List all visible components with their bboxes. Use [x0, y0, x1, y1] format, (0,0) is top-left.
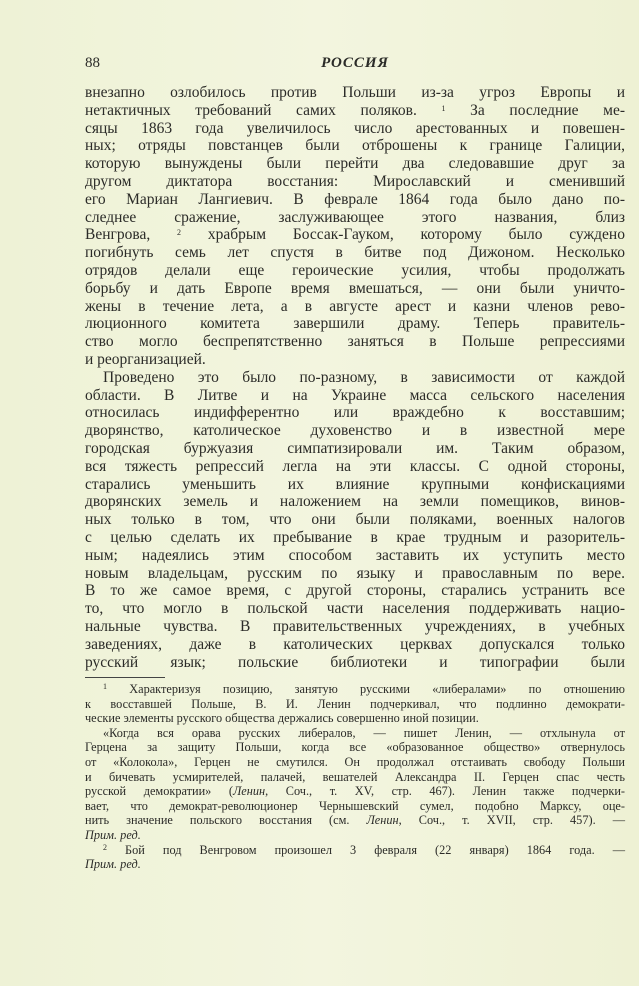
footnote-line — [85, 843, 625, 858]
text-line — [85, 493, 625, 511]
text-line — [85, 529, 625, 547]
text-line — [85, 511, 625, 529]
footnote-line — [85, 770, 625, 785]
text-segment: Венгрова, — [85, 226, 178, 244]
text-segment: дворянство, католическое духовенство и в известной мере — [85, 422, 625, 440]
text-segment: жены в течение лета, а в августе арест и казни членов рево- — [85, 297, 625, 315]
text-segment: вся тяжесть репрессий легла на эти классы. С одной стороны, — [85, 457, 625, 475]
text-segment: и бичевать усмирителей, палачей, вешателей Александра II. Герцен спас честь — [85, 769, 625, 784]
text-line — [85, 404, 625, 422]
text-line — [85, 440, 625, 458]
text-segment: городская буржуазия симпатизировали им. Таким образом, — [85, 439, 625, 457]
text-segment: нетактичных требований самих поляков. — [85, 101, 442, 119]
text-segment: к восставшей Польше, В. И. Ленин подчеркивал, что подлинно демократи- — [85, 696, 625, 711]
text-segment: и реорганизацией. — [85, 350, 206, 368]
text-segment: дворянских земель и наложением на земли помещиков, винов- — [85, 493, 625, 511]
footnote-separator — [85, 677, 165, 678]
text-line — [85, 298, 625, 316]
text-segment: которую вынуждены были перейти два следовавшие друг за — [85, 155, 625, 173]
text-segment: храбрым Боссак-Гауком, которому было суждено — [181, 226, 625, 244]
text-segment: то, что могло в польской части населения поддерживать нацио- — [85, 600, 625, 618]
text-line — [85, 209, 625, 227]
text-line — [85, 458, 625, 476]
text-segment: следнее сражение, заслуживающее этого названия, близ — [85, 208, 625, 226]
text-segment: ных; отряды повстанцев были отброшены к границе Галиции, — [85, 137, 625, 155]
text-segment: с целью сделать их пребывание в крае трудным и разоритель- — [85, 528, 625, 546]
footnote-marker: 2 — [177, 228, 182, 238]
text-segment: борьбу и дать Европе время вмешаться, — они были уничто- — [85, 279, 625, 297]
text-line — [85, 120, 625, 138]
text-segment: другом диктатора восстания: Мирославский и сменивший — [85, 172, 625, 190]
footnote-line — [85, 828, 625, 843]
footnote-line — [85, 697, 625, 712]
footnote-line — [85, 857, 625, 872]
text-segment: В то же самое время, с другой стороны, старались устранить все — [85, 582, 625, 600]
text-segment: люционного комитета завершили драму. Теперь правитель- — [85, 315, 625, 333]
text-line — [85, 226, 625, 244]
footnote-line — [85, 711, 625, 726]
text-line — [85, 654, 625, 672]
footnote-marker: 1 — [103, 682, 107, 691]
text-segment: вает, что демократ-революционер Чернышевский сумел, подобно Марксу, оце- — [85, 798, 625, 813]
text-line — [85, 137, 625, 155]
text-segment: его Мариан Лангиевич. В феврале 1864 года было дано по- — [85, 190, 625, 208]
text-segment: ным; надеялись этим способом заставить их уступить место — [85, 546, 625, 564]
text-line — [85, 422, 625, 440]
italic-text: Ленин — [366, 813, 399, 828]
text-line — [85, 636, 625, 654]
text-segment: сяцы 1863 года увеличилось число арестованных и повешен- — [85, 119, 625, 137]
text-segment: , Соч., т. XV, стр. 467). Ленин также подчерки- — [265, 784, 625, 799]
text-line — [85, 155, 625, 173]
text-line — [85, 618, 625, 636]
text-segment: «Когда вся орава русских либералов, — пишет Ленин, — отхлынула от — [103, 725, 625, 740]
text-segment: нить значение польского восстания (см. — [85, 813, 367, 828]
footnote-marker: 2 — [103, 842, 107, 852]
text-line — [85, 387, 625, 405]
page-number: 88 — [85, 55, 100, 71]
italic-text: Прим. ред. — [85, 857, 141, 872]
text-segment: отрядов делали еще героические усилия, чтобы продолжать — [85, 261, 625, 279]
text-segment: от «Колокола», Герцен не смутился. Он продолжал отстаивать свободу Польши — [85, 754, 625, 769]
text-line — [85, 351, 625, 369]
footnote-line — [85, 740, 625, 755]
text-segment: ство могло беспрепятственно заняться в Польше репрессиями — [85, 333, 625, 351]
footnote-line — [85, 813, 625, 828]
text-segment: относилась индифферентно или враждебно к восставшим; — [85, 404, 625, 422]
text-segment: За последние ме- — [445, 101, 625, 119]
italic-text: Прим. ред. — [85, 827, 141, 842]
text-segment: старались уменьшить их влияние крупными конфискациями — [85, 475, 625, 493]
text-line — [85, 315, 625, 333]
text-line — [85, 244, 625, 262]
text-segment: области. В Литве и на Украине масса сельского населения — [85, 386, 625, 404]
text-line — [85, 476, 625, 494]
text-line — [85, 547, 625, 565]
text-segment: русский язык; польские библиотеки и типографии были — [85, 653, 625, 671]
text-segment: нальные чувства. В правительственных учреждениях, в учебных — [85, 617, 625, 635]
text-line — [85, 84, 625, 102]
footnote-line — [85, 784, 625, 799]
italic-text: Ленин — [232, 784, 266, 799]
text-line — [85, 600, 625, 618]
text-line — [85, 565, 625, 583]
text-line — [85, 333, 625, 351]
text-segment: ных только в том, что они были поляками, военных налогов — [85, 511, 625, 529]
footnote-marker: 1 — [441, 103, 446, 113]
text-segment: Характеризуя позицию, занятую русскими «либералами» по отношению — [107, 682, 625, 696]
text-segment: русской демократии» ( — [85, 784, 233, 799]
footnote-line — [85, 799, 625, 814]
text-segment: Бой под Венгровом произошел 3 февраля (22 января) 1864 года. — — [107, 842, 625, 857]
page-header — [85, 55, 625, 75]
text-line — [85, 582, 625, 600]
text-line — [85, 369, 625, 387]
footnote-line — [85, 755, 625, 770]
text-segment: погибнуть семь лет спустя в битве под Дижоном. Несколько — [85, 244, 625, 262]
text-line — [85, 191, 625, 209]
text-segment: Герцена за защиту Польши, когда все «образованное общество» отвернулось — [85, 740, 625, 755]
text-segment: , Соч., т. XVII, стр. 457). — — [398, 813, 625, 828]
text-segment: внезапно озлобилось против Польши из-за угроз Европы и — [85, 84, 625, 101]
footnotes — [85, 682, 625, 872]
running-title: РОССИЯ — [321, 55, 389, 71]
text-line — [85, 102, 625, 120]
footnote-line — [85, 682, 625, 697]
footnote-line — [85, 726, 625, 741]
text-line — [85, 173, 625, 191]
text-segment: Проведено это было по-разному, в зависимости от каждой — [103, 368, 625, 386]
text-line — [85, 280, 625, 298]
text-segment: ческие элементы русского общества держались совершенно иной позиции. — [85, 711, 479, 726]
text-line — [85, 262, 625, 280]
main-text — [85, 84, 625, 671]
text-segment: новым владельцам, русским по языку и православным по вере. — [85, 564, 625, 582]
text-segment: заведениях, даже в католических церквах допускался только — [85, 635, 625, 653]
